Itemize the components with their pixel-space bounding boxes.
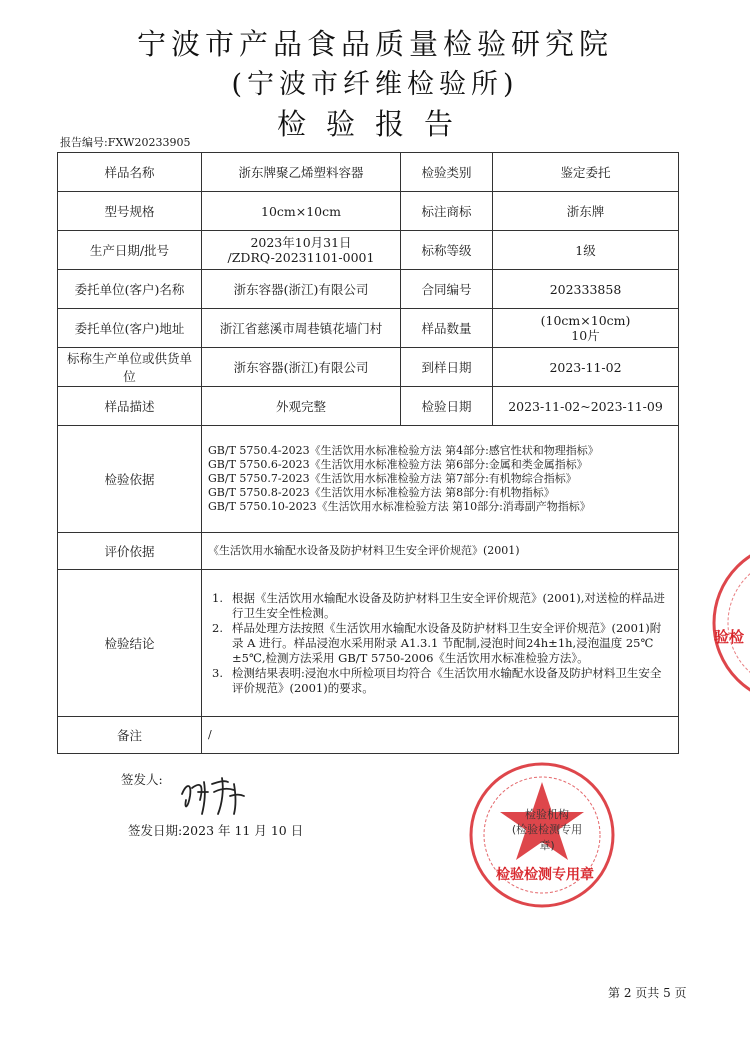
table-row (58, 231, 679, 270)
sign-date: 签发日期:2023 年 11 月 10 日 (128, 823, 304, 838)
evaluation-basis-value: 《生活饮用水输配水设备及防护材料卫生安全评价规范》(2001) (202, 533, 679, 570)
table-row (58, 270, 679, 309)
client-name-value: 浙东容器(浙江)有限公司 (202, 270, 401, 309)
seal-inner-line: (检验检测专用章) (511, 823, 583, 852)
client-address-value: 浙江省慈溪市周巷镇花墙门村 (202, 309, 401, 348)
conclusion-text: 样品处理方法按照《生活饮用水输配水设备及防护材料卫生安全评价规范》(2001)附录 A 进行。样品浸泡水采用附录 A1.3.1 节配制,浸泡时间24h±1h,浸泡温度 25℃±5℃,检测方法采用 GB/T 5750-2006《生活饮用水标准检验方法》。 (232, 620, 662, 665)
table-row (58, 717, 679, 754)
sample-quantity-label: 样品数量 (401, 309, 493, 348)
sample-description-value: 外观完整 (202, 387, 401, 426)
sample-name-label: 样品名称 (58, 153, 202, 192)
inspection-basis-list (202, 426, 679, 533)
inspection-date-label: 检验日期 (401, 387, 493, 426)
conclusion-item (212, 591, 668, 621)
basis-item: GB/T 5750.4-2023《生活饮用水标准检验方法 第4部分:感官性状和物理指标》 (208, 444, 599, 457)
seal-bottom-text: 检验检测专用章 (496, 867, 594, 883)
remarks-label: 备注 (58, 717, 202, 754)
producer-label: 标称生产单位或供货单位 (58, 348, 202, 387)
sample-description-label: 样品描述 (58, 387, 202, 426)
conclusion-text: 检测结果表明:浸泡水中所检项目均符合《生活饮用水输配水设备及防护材料卫生安全评价规范》(2001)的要求。 (232, 665, 662, 695)
contract-no-label: 合同编号 (401, 270, 493, 309)
inspection-type-label: 检验类别 (401, 153, 493, 192)
basis-item: GB/T 5750.7-2023《生活饮用水标准检验方法 第7部分:有机物综合指标》 (208, 472, 577, 485)
production-date-value (202, 231, 401, 270)
contract-no-value: 202333858 (493, 270, 679, 309)
seal-inner-line: 检验机构 (525, 808, 569, 821)
side-seal (704, 538, 750, 708)
conclusion-text: 根据《生活饮用水输配水设备及防护材料卫生安全评价规范》(2001),对送检的样品进行卫生安全性检测。 (232, 590, 665, 620)
sample-size-line: (10cm×10cm) (540, 313, 631, 328)
signature-icon (178, 770, 258, 818)
table-row (58, 426, 679, 533)
inspection-basis-label: 检验依据 (58, 426, 202, 533)
basis-item: GB/T 5750.6-2023《生活饮用水标准检验方法 第6部分:金属和类金属指标》 (208, 458, 588, 471)
table-row (58, 153, 679, 192)
producer-value: 浙东容器(浙江)有限公司 (202, 348, 401, 387)
evaluation-basis-label: 评价依据 (58, 533, 202, 570)
institute-subtitle: (宁波市纤维检验所) (231, 69, 519, 100)
grade-label: 标称等级 (401, 231, 493, 270)
table-row (58, 570, 679, 717)
client-name-label: 委托单位(客户)名称 (58, 270, 202, 309)
side-seal-text: 验检 (714, 628, 745, 646)
institute-title: 宁波市产品食品质量检验研究院 (136, 27, 613, 61)
remarks-value: / (202, 717, 679, 754)
production-date-label: 生产日期/批号 (58, 231, 202, 270)
client-address-label: 委托单位(客户)地址 (58, 309, 202, 348)
basis-item: GB/T 5750.8-2023《生活饮用水标准检验方法 第8部分:有机物指标》 (208, 486, 555, 499)
basis-item: GB/T 5750.10-2023《生活饮用水标准检验方法 第10部分:消毒副产物指标》 (208, 500, 591, 513)
production-date-line: 2023年10月31日 (250, 235, 352, 250)
conclusion-number: 3. (212, 665, 223, 680)
signer-label: 签发人: (121, 772, 163, 787)
inspection-type-value: 鉴定委托 (493, 153, 679, 192)
report-table (57, 152, 679, 754)
partial-seal-icon (704, 538, 750, 708)
model-label: 型号规格 (58, 192, 202, 231)
sample-quantity-value (493, 309, 679, 348)
model-value: 10cm×10cm (202, 192, 401, 231)
table-row (58, 533, 679, 570)
conclusion-number: 2. (212, 620, 223, 635)
trademark-value: 浙东牌 (493, 192, 679, 231)
official-seal (467, 760, 617, 910)
trademark-label: 标注商标 (401, 192, 493, 231)
conclusion-item (212, 621, 668, 666)
report-title: 检验报告 (276, 107, 473, 141)
table-row (58, 192, 679, 231)
sample-name-value: 浙东牌聚乙烯塑料容器 (202, 153, 401, 192)
table-row (58, 309, 679, 348)
page-number: 第 2 页共 5 页 (608, 986, 687, 1000)
report-number: 报告编号:FXW20233905 (60, 136, 191, 149)
conclusion-list (202, 570, 679, 717)
conclusion-number: 1. (212, 590, 223, 605)
conclusion-item (212, 666, 668, 696)
table-row (58, 348, 679, 387)
conclusion-label: 检验结论 (58, 570, 202, 717)
arrival-date-label: 到样日期 (401, 348, 493, 387)
grade-value: 1级 (493, 231, 679, 270)
inspection-date-value: 2023-11-02~2023-11-09 (493, 387, 679, 426)
table-row (58, 387, 679, 426)
sample-count-line: 10片 (571, 328, 600, 343)
arrival-date-value: 2023-11-02 (493, 348, 679, 387)
batch-number-line: /ZDRQ-20231101-0001 (227, 250, 375, 265)
